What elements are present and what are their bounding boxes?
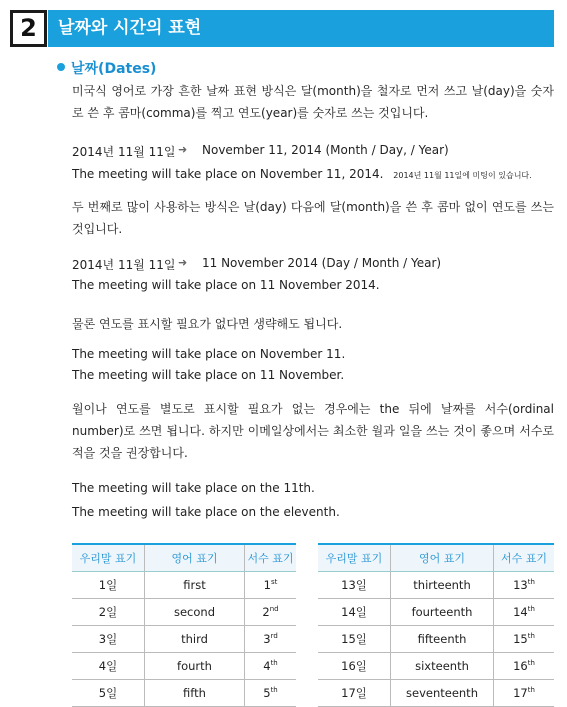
- title-bar: [48, 10, 554, 47]
- table-row: 13일 thirteenth 13th: [318, 572, 554, 599]
- table-row: 17일 seventeenth 17th: [318, 680, 554, 707]
- table-row: 5일 fifth 5th: [72, 680, 296, 707]
- example-2-korean: 2014년 11월 11일: [72, 258, 176, 272]
- paragraph-1: 미국식 영어로 가장 흔한 날짜 표현 방식은 달(month)을 철자로 먼저 쓰고 날(day)을 숫자로 쓴 후 콤마(comma)를 찍고 연도(year)를 숫자로 쓰는 것입니다.: [72, 84, 554, 120]
- example-1-korean: 2014년 11월 11일: [72, 145, 176, 159]
- col-korean: 우리말 표기: [318, 544, 391, 572]
- col-korean: 우리말 표기: [72, 544, 145, 572]
- bullet-dot-icon: [57, 63, 65, 71]
- example-3-line-1: The meeting will take place on November 11.: [72, 347, 346, 361]
- table-header-row: [72, 544, 296, 572]
- paragraph-4: 월이나 연도를 별도로 표시할 필요가 없는 경우에는 the 뒤에 날짜를 서수(ordinal number)로 쓰면 됩니다. 하지만 이메일상에서는 최소한 월과 일을 쓰는 것이 좋으며 서수로 적을 것을 권장합니다.: [72, 402, 554, 460]
- example-3-line-2: The meeting will take place on 11 November.: [72, 368, 345, 382]
- table-row: 15일 fifteenth 15th: [318, 626, 554, 653]
- table-row: 14일 fourteenth 14th: [318, 599, 554, 626]
- paragraph-3: 물론 연도를 표시할 필요가 없다면 생략해도 됩니다.: [72, 317, 343, 331]
- example-4-line-2: The meeting will take place on the eleventh.: [72, 505, 340, 519]
- ordinal-table-left: [72, 543, 296, 707]
- arrow-right-icon: ➜: [178, 143, 188, 156]
- chapter-number: 2: [10, 10, 47, 47]
- table-row: 4일 fourth 4th: [72, 653, 296, 680]
- chapter-title: 날짜와 시간의 표현: [58, 18, 202, 38]
- col-ordinal: 서수 표기: [494, 544, 555, 572]
- ordinal-table-right: [318, 543, 554, 707]
- col-english: 영어 표기: [391, 544, 494, 572]
- table-row: 2일 second 2nd: [72, 599, 296, 626]
- paragraph-2: 두 번째로 많이 사용하는 방식은 날(day) 다음에 달(month)을 쓴 후 콤마 없이 연도를 쓰는 것입니다.: [72, 200, 554, 236]
- example-1-sentence: The meeting will take place on November 11, 2014. 2014년 11월 11일에 미팅이 있습니다.: [72, 167, 532, 181]
- col-english: 영어 표기: [145, 544, 245, 572]
- col-ordinal: 서수 표기: [245, 544, 297, 572]
- example-4-line-1: The meeting will take place on the 11th.: [72, 481, 315, 495]
- table-row: 1일 first 1st: [72, 572, 296, 599]
- arrow-right-icon: ➜: [178, 256, 188, 269]
- section-title: 날짜(Dates): [71, 61, 157, 77]
- chapter-header: [10, 10, 554, 47]
- table-row: 16일 sixteenth 16th: [318, 653, 554, 680]
- example-2-english: 11 November 2014 (Day / Month / Year): [202, 256, 442, 270]
- table-row: 3일 third 3rd: [72, 626, 296, 653]
- example-2-sentence: The meeting will take place on 11 November 2014.: [72, 278, 380, 292]
- example-1-english: November 11, 2014 (Month / Day, / Year): [202, 143, 449, 157]
- example-1-note: 2014년 11월 11일에 미팅이 있습니다.: [393, 171, 532, 180]
- table-header-row: [318, 544, 554, 572]
